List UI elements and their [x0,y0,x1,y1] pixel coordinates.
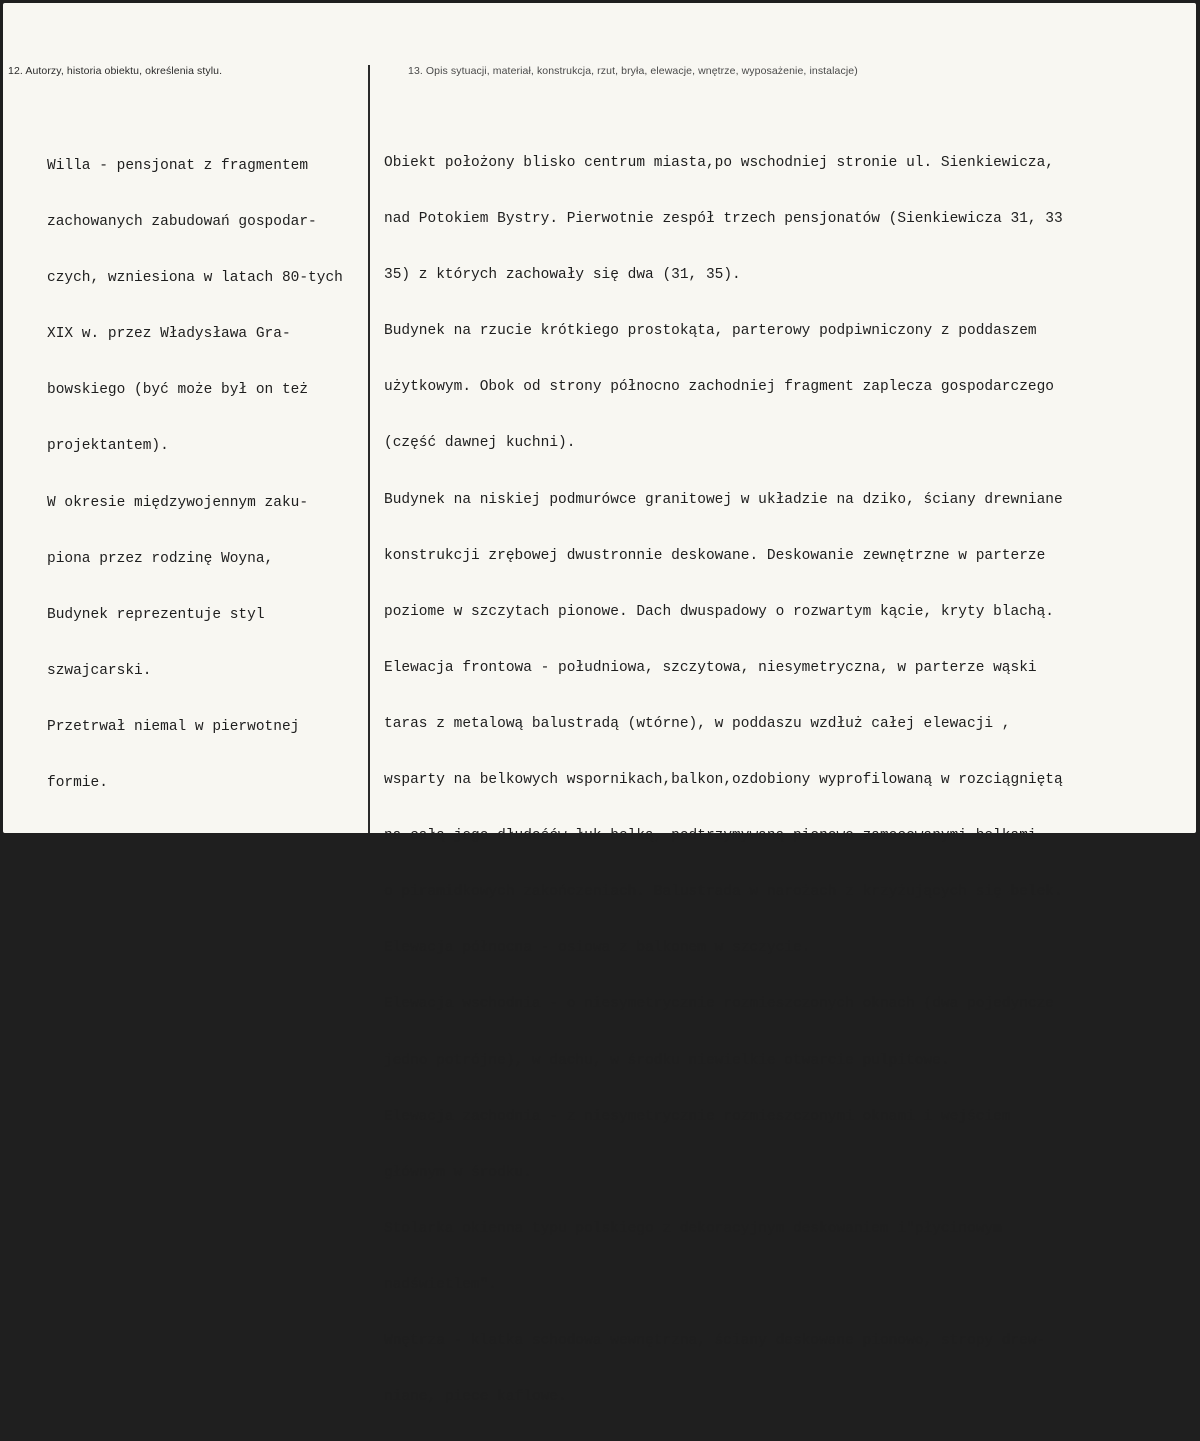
text-line: Elewacja północna - osiowa z balkonem w szczycie. [384,940,811,957]
text-line: jedno potrójne), w dachu, w środku niewielkie otwarcie pulpitowe. [384,1052,950,1069]
section-13-header: 13. Opis sytuacji, materiał, konstrukcja, rzut, bryła, elewacje, wnętrze, wyposażenie, instalacje) [408,65,858,77]
text-line: (część dawnej kuchni). [384,435,576,452]
text-line: piona przez rodzinę Woyna, [47,550,274,567]
text-line: nadświetlem". [384,1276,498,1293]
text-line: W okresie międzywojennym zaku- [47,494,309,511]
text-line: Elewacja zachodnia - z niesymetrycznie rozmieszczonymi oknami i wejściem [384,1108,1011,1125]
description-column [384,119,1063,1441]
column-divider [368,65,370,833]
text-line: poziome w szczytach pionowe. Dach dwuspadowy o rozwartym kącie, kryty blachą. [384,603,1055,620]
text-line: taras z metalową balustradą (wtórne), w poddaszu wzdłuż całej elewacji , [384,715,1011,732]
text-line: bowskiego (być może był on też [47,382,309,399]
text-line: niane, piece kaflowe. [384,1389,567,1406]
text-line: na całą jego dłudośćw łuk belką, podtrzymywaną pionowo zamocowanymi belkami [384,828,1037,845]
text-line: formie. [47,775,108,792]
text-line: Wnętrza - klatka schodowa wewnętrzna, ściany deskowane pionowo, stropy drew- [384,1332,1046,1349]
text-line: Obiekt położony blisko centrum miasta,po wschodniej stronie ul. Sienkiewicza, [384,155,1055,171]
text-line: czych, wzniesiona w latach 80-tych [47,270,343,287]
text-line: Willa - pensjonat z fragmentem [47,158,309,174]
document-card [3,3,1196,1406]
text-line: Stolarka okienna typu polskiego z dekoracyjnym deskowaniem i"płycinowym [384,1220,1002,1237]
text-line: konstrukcji zrębowej dwustronnie deskowane. Deskowanie zewnętrzne w parterze [384,547,1046,564]
text-line: Elewacja frontowa - południowa, szczytowa, niesymetryczna, w parterze wąski [384,659,1037,676]
section-12-header: 12. Autorzy, historia obiektu, określenia stylu. [8,65,223,77]
text-line: projektantem). [47,438,169,455]
text-line: szwajcarski. [47,662,152,679]
text-line: Elewacja wschodnia - o niesymetrycznie rozmieszczonych oknach (dwa pojedyncze [384,996,1055,1013]
text-line: nad Potokiem Bystry. Pierwotnie zespół trzech pensjonatów (Sienkiewicza 31, 33 [384,211,1063,228]
text-line: XIX w. przez Władysława Gra- [47,326,291,343]
text-line: wsparty na belkowych wspornikach,balkon,ozdobiony wyprofilowaną w rozciągniętą [384,772,1063,789]
text-line: 35) z których zachowały się dwa (31, 35). [384,267,741,284]
text-line: użytkowym. Obok od strony północno zachodniej fragment zaplecza gospodarczego [384,379,1055,396]
authors-history-column [47,122,343,827]
text-line: głównym w środku. [384,1164,532,1181]
text-line: Przetrwał niemal w pierwotnej [47,718,300,735]
text-line: Budynek na niskiej podmurówce granitowej w układzie na dziko, ściany drewniane [384,491,1063,508]
text-line: Budynek na rzucie krótkiego prostokąta, parterowy podpiwniczony z poddaszem [384,323,1037,340]
text-line: o piramidkowych zakończeniach. Balustrada w narożach z krzyżujących się belek. [384,884,1063,901]
text-line: Budynek reprezentuje styl [47,606,265,623]
text-line: zachowanych zabudowań gospodar- [47,214,317,231]
